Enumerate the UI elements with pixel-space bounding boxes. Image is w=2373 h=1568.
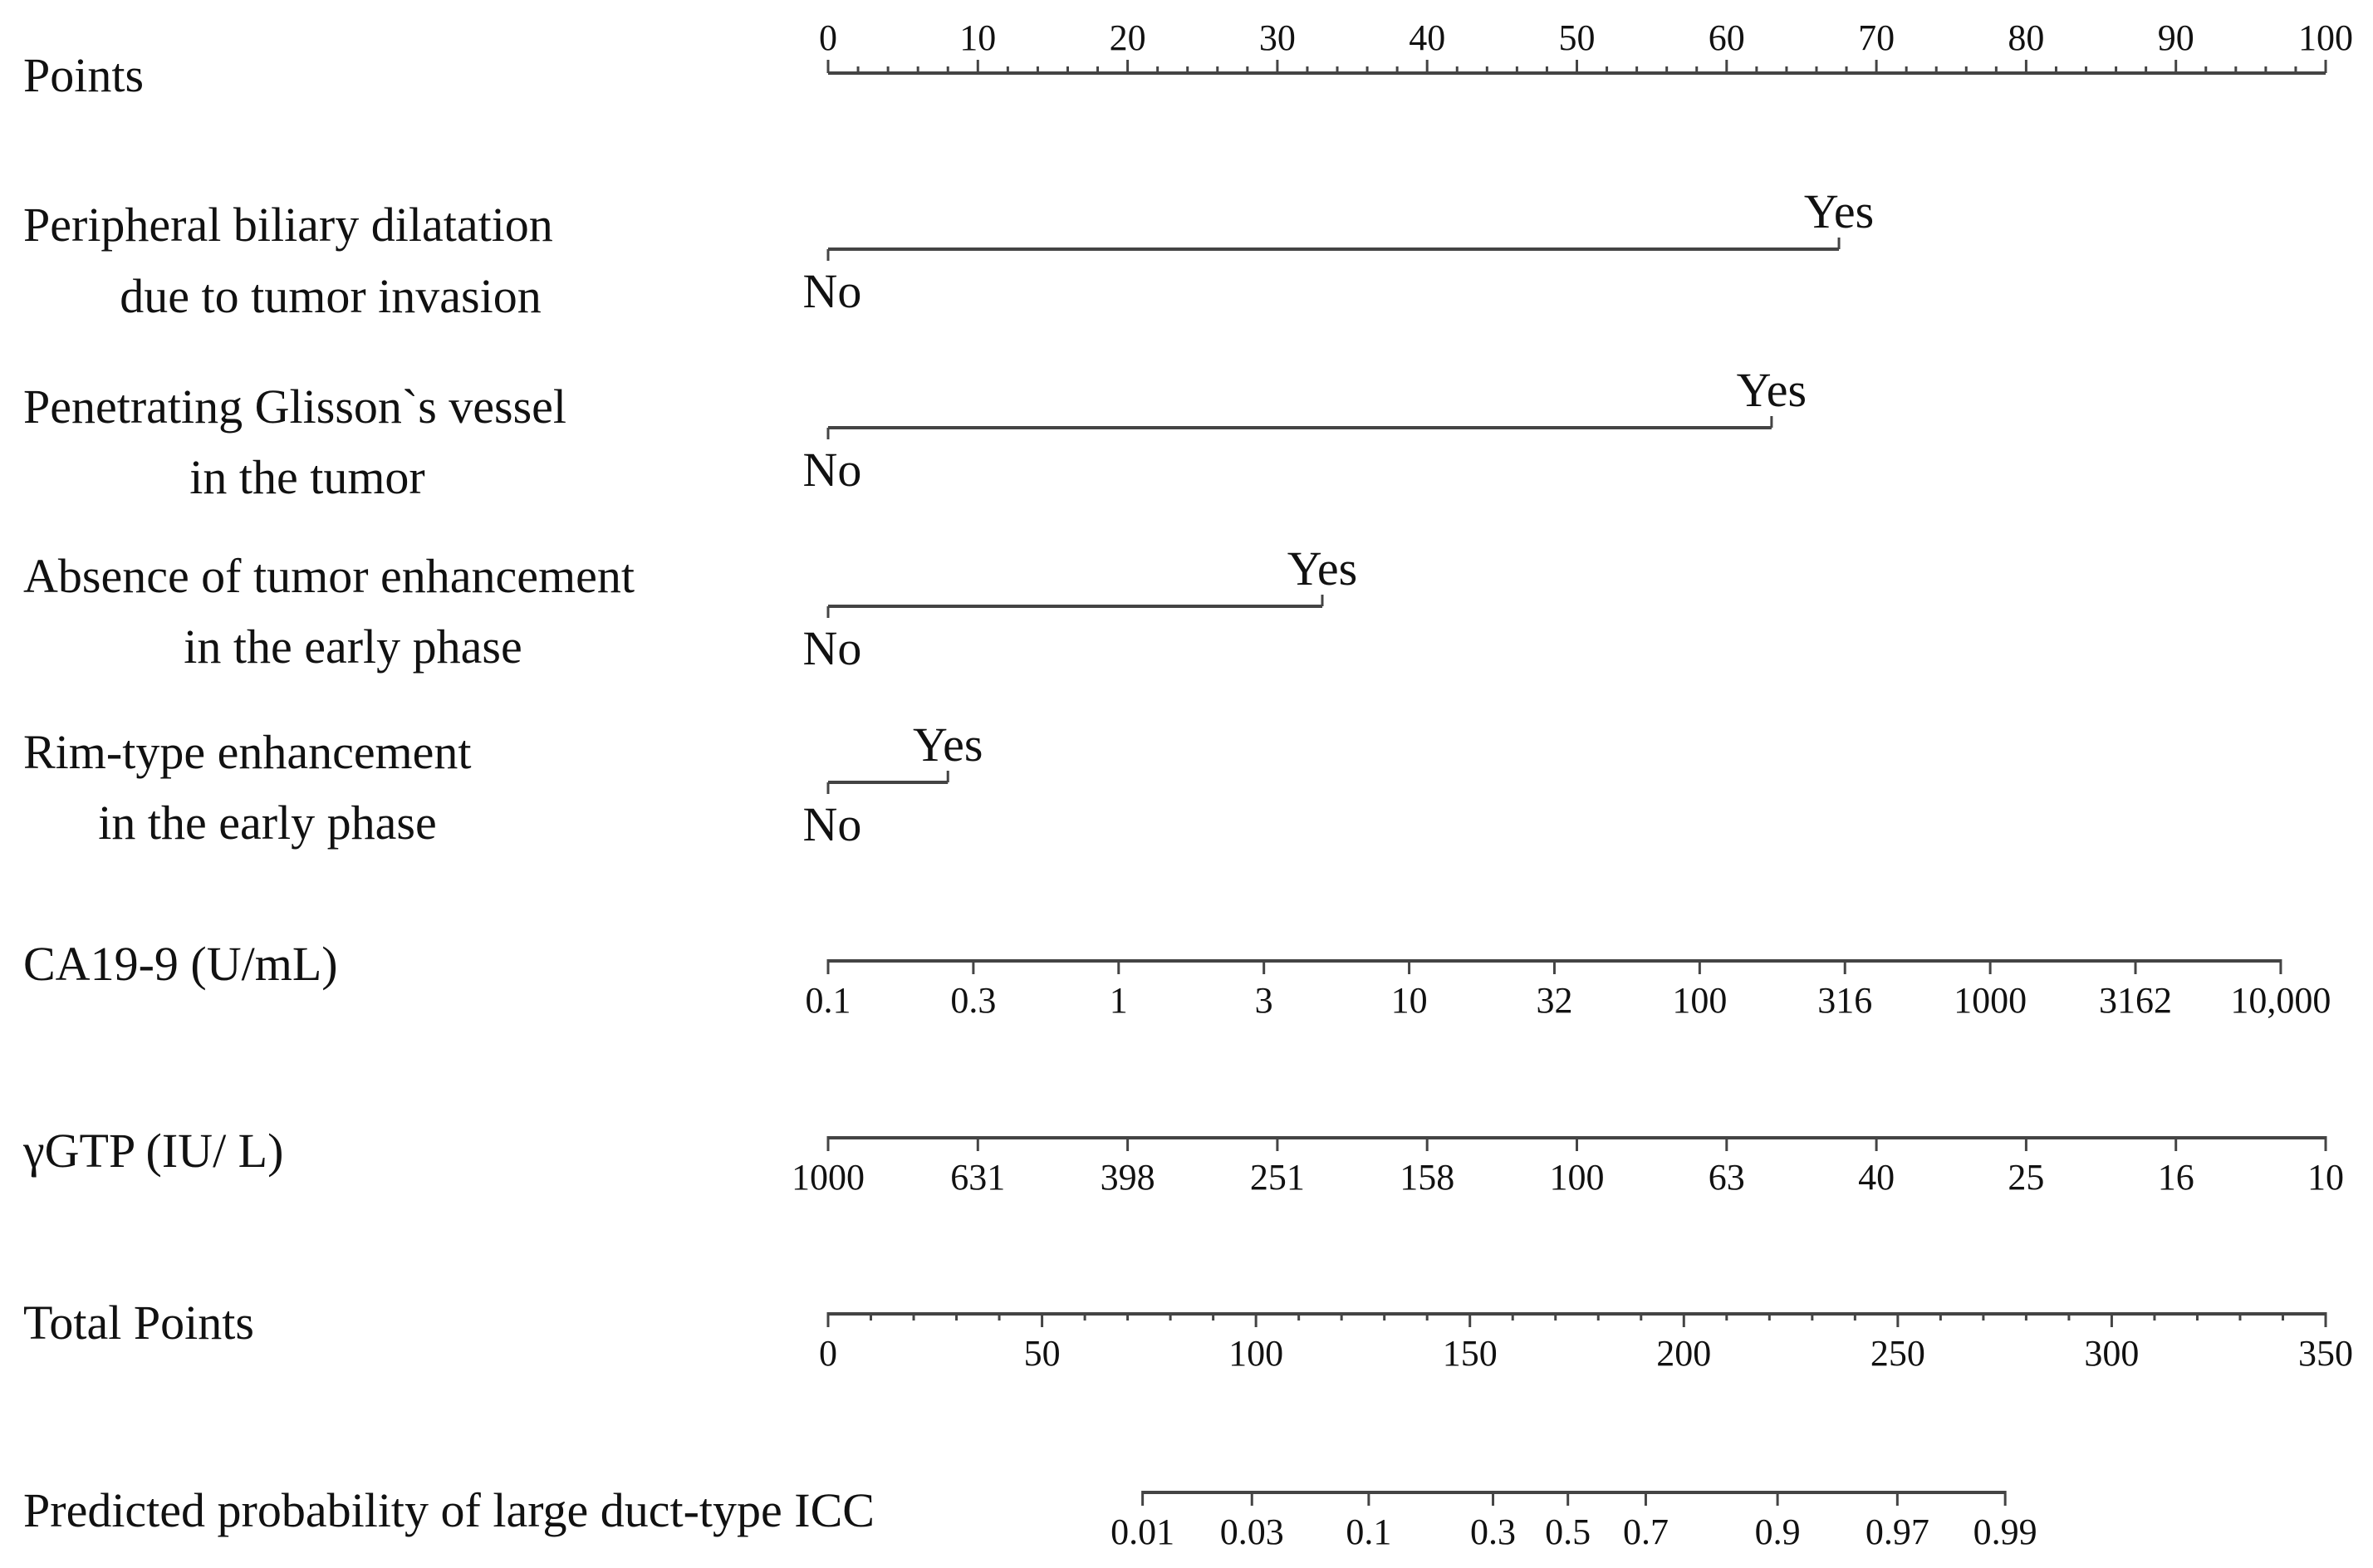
tick-label-predicted-probability: 0.9 <box>1754 1512 1801 1552</box>
tick-label-total-points: 200 <box>1656 1333 1712 1374</box>
row-label-penetrating-glisson-vessel-line-2: in the tumor <box>189 450 425 504</box>
tick-label-total-points: 350 <box>2298 1333 2353 1374</box>
tick-label-ca19-9: 3 <box>1254 980 1273 1021</box>
level-label-penetrating-glisson-vessel-no: No <box>802 443 862 497</box>
tick-label-predicted-probability: 0.3 <box>1470 1512 1517 1552</box>
tick-label-ggtp: 158 <box>1400 1157 1455 1198</box>
tick-label-ggtp: 25 <box>2008 1157 2045 1198</box>
scale-ggtp <box>22 1124 2344 1198</box>
tick-label-points: 0 <box>819 17 837 58</box>
tick-label-ggtp: 10 <box>2307 1157 2344 1198</box>
scale-total-points <box>23 1296 2353 1374</box>
tick-label-predicted-probability: 0.5 <box>1545 1512 1591 1552</box>
row-label-predicted-probability-line-1: Predicted probability of large duct-type ICC <box>23 1483 875 1537</box>
row-label-peripheral-biliary-dilatation-line-2: due to tumor invasion <box>120 269 542 323</box>
scale-penetrating-glisson-vessel <box>23 363 1807 504</box>
tick-label-total-points: 100 <box>1228 1333 1284 1374</box>
tick-label-ggtp: 16 <box>2157 1157 2194 1198</box>
tick-label-ca19-9: 32 <box>1536 980 1573 1021</box>
row-label-points-line-1: Points <box>23 48 145 102</box>
tick-label-predicted-probability: 0.7 <box>1622 1512 1669 1552</box>
scale-points <box>23 17 2353 102</box>
tick-label-total-points: 0 <box>819 1333 837 1374</box>
row-label-rim-type-enhancement-line-1: Rim-type enhancement <box>23 725 472 779</box>
tick-label-total-points: 250 <box>1870 1333 1925 1374</box>
tick-label-ca19-9: 0.3 <box>950 980 997 1021</box>
tick-label-ca19-9: 0.1 <box>805 980 851 1021</box>
row-label-absence-tumor-enhancement-line-2: in the early phase <box>184 620 522 674</box>
row-label-penetrating-glisson-vessel-line-1: Penetrating Glisson`s vessel <box>23 380 567 434</box>
scale-absence-tumor-enhancement <box>23 541 1357 675</box>
scale-peripheral-biliary-dilatation <box>23 184 1874 323</box>
level-label-rim-type-enhancement-no: No <box>802 797 862 851</box>
nomogram-rows <box>22 17 2353 1552</box>
tick-label-ggtp: 1000 <box>792 1157 865 1198</box>
tick-label-predicted-probability: 0.03 <box>1219 1512 1284 1552</box>
tick-label-ggtp: 398 <box>1100 1157 1155 1198</box>
tick-label-ggtp: 63 <box>1708 1157 1745 1198</box>
row-label-ca19-9-line-1: CA19-9 (U/mL) <box>23 937 338 991</box>
row-label-total-points-line-1: Total Points <box>23 1296 254 1350</box>
level-label-penetrating-glisson-vessel-yes: Yes <box>1736 363 1807 417</box>
tick-label-total-points: 50 <box>1023 1333 1061 1374</box>
tick-label-predicted-probability: 0.01 <box>1111 1512 1175 1552</box>
tick-label-ggtp: 631 <box>950 1157 1006 1198</box>
level-label-peripheral-biliary-dilatation-yes: Yes <box>1803 184 1875 238</box>
tick-label-ca19-9: 10 <box>1390 980 1428 1021</box>
row-label-rim-type-enhancement-line-2: in the early phase <box>98 796 437 850</box>
tick-label-points: 60 <box>1708 17 1745 58</box>
level-label-peripheral-biliary-dilatation-no: No <box>802 264 862 318</box>
tick-label-ggtp: 40 <box>1858 1157 1895 1198</box>
tick-label-points: 10 <box>959 17 997 58</box>
tick-label-ggtp: 100 <box>1549 1157 1605 1198</box>
scale-predicted-probability <box>23 1483 2037 1552</box>
tick-label-points: 90 <box>2157 17 2194 58</box>
level-label-rim-type-enhancement-yes: Yes <box>913 718 983 772</box>
tick-label-ca19-9: 100 <box>1672 980 1728 1021</box>
level-label-absence-tumor-enhancement-yes: Yes <box>1287 541 1358 595</box>
row-label-absence-tumor-enhancement-line-1: Absence of tumor enhancement <box>23 549 635 603</box>
tick-label-points: 50 <box>1558 17 1596 58</box>
tick-label-predicted-probability: 0.97 <box>1865 1512 1929 1552</box>
tick-label-total-points: 150 <box>1442 1333 1498 1374</box>
scale-ca19-9 <box>23 937 2331 1021</box>
tick-label-predicted-probability: 0.99 <box>1973 1512 2037 1552</box>
tick-label-points: 100 <box>2298 17 2353 58</box>
tick-label-ca19-9: 3162 <box>2099 980 2173 1021</box>
tick-label-points: 30 <box>1258 17 1296 58</box>
row-label-peripheral-biliary-dilatation-line-1: Peripheral biliary dilatation <box>23 198 553 252</box>
tick-label-ggtp: 251 <box>1249 1157 1305 1198</box>
tick-label-points: 70 <box>1858 17 1895 58</box>
tick-label-ca19-9: 10,000 <box>2230 980 2331 1021</box>
level-label-absence-tumor-enhancement-no: No <box>802 621 862 675</box>
tick-label-ca19-9: 316 <box>1817 980 1873 1021</box>
row-label-ggtp-line-1: γGTP (IU/ L) <box>23 1124 284 1178</box>
scale-rim-type-enhancement <box>23 718 983 851</box>
tick-label-predicted-probability: 0.1 <box>1346 1512 1392 1552</box>
tick-label-total-points: 300 <box>2084 1333 2140 1374</box>
tick-label-points: 80 <box>2008 17 2045 58</box>
tick-label-points: 40 <box>1409 17 1446 58</box>
tick-label-ca19-9: 1000 <box>1954 980 2027 1021</box>
tick-label-points: 20 <box>1109 17 1146 58</box>
tick-label-ca19-9: 1 <box>1109 980 1128 1021</box>
